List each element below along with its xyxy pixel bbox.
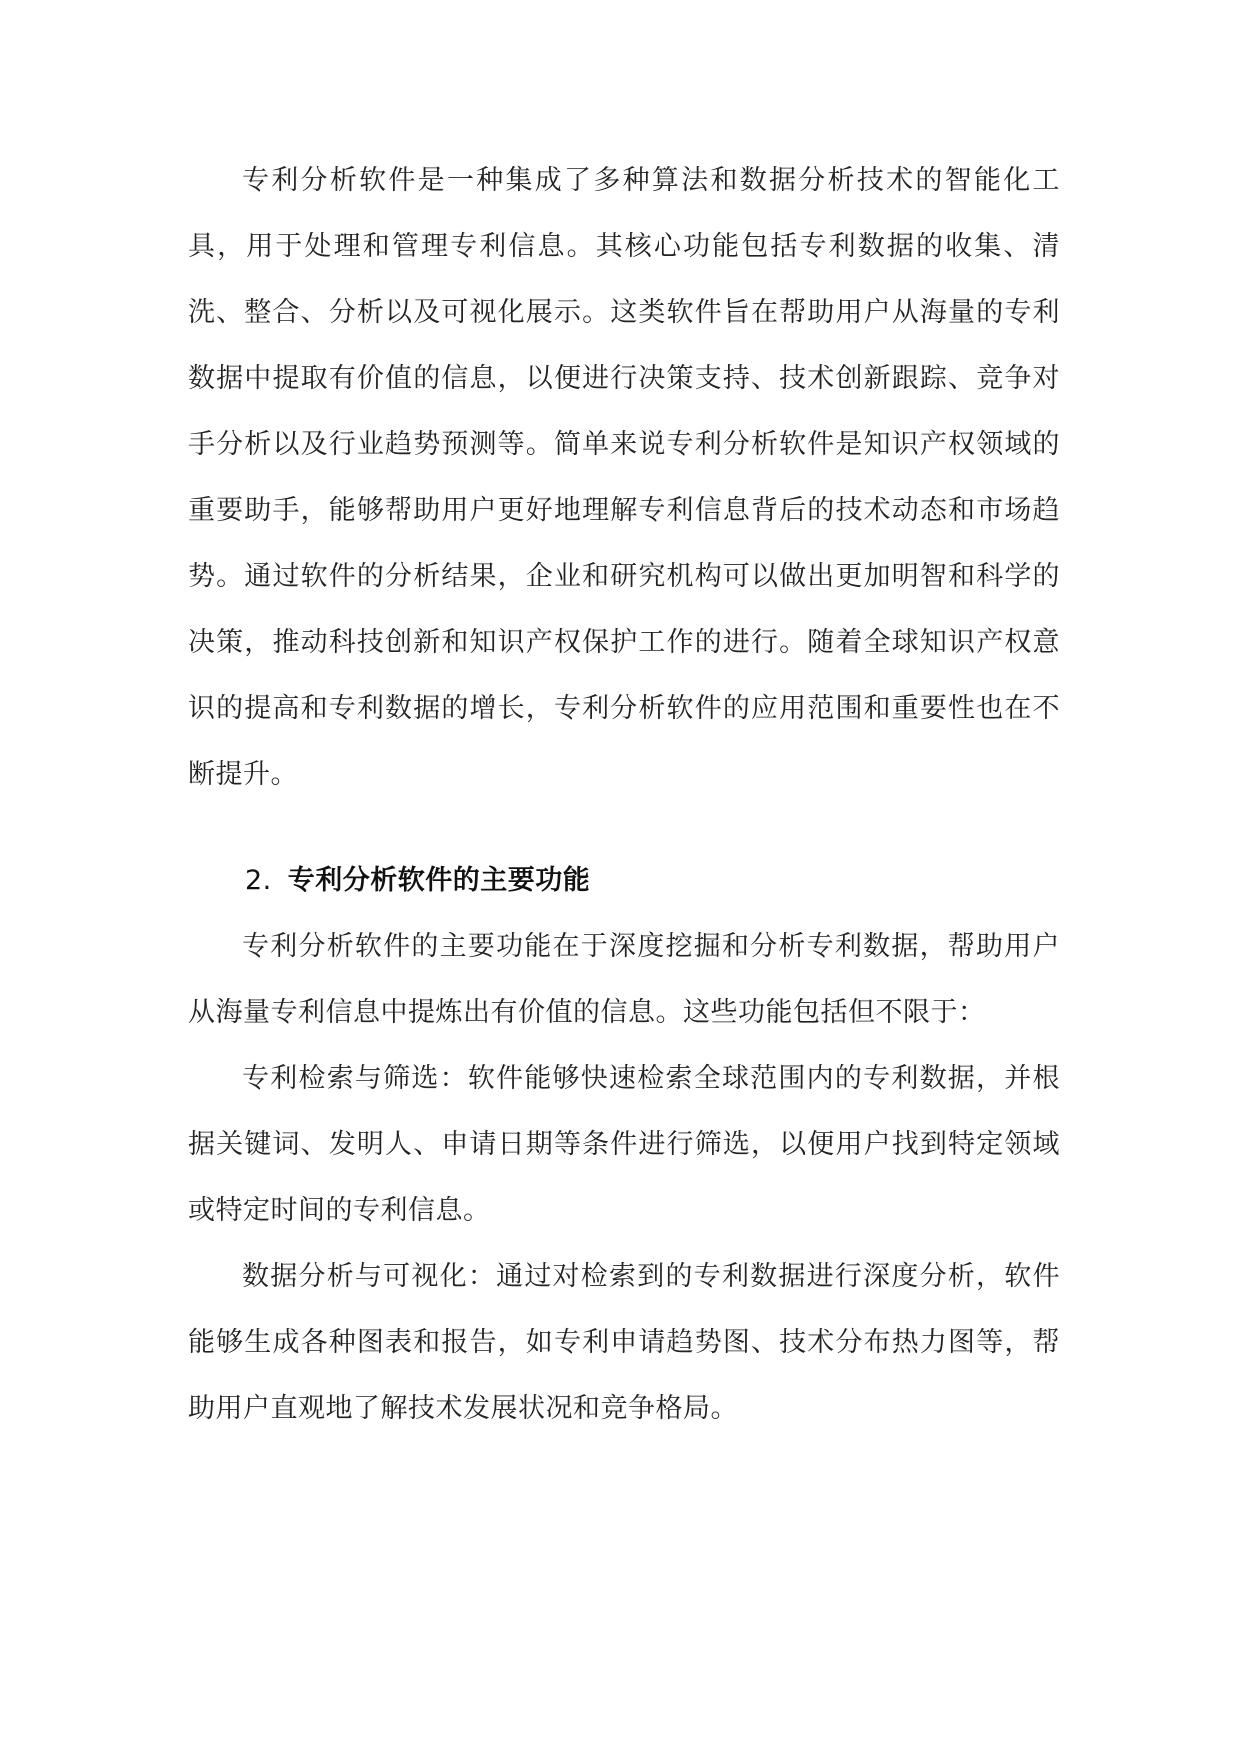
body-paragraph: 专利检索与筛选：软件能够快速检索全球范围内的专利数据，并根据关键词、发明人、申请日期等条件进行筛选，以便用户找到特定领域或特定时间的专利信息。 [188, 1063, 1060, 1226]
section-title: 专利分析软件的主要功能 [287, 865, 591, 896]
body-paragraph: 数据分析与可视化：通过对检索到的专利数据进行深度分析，软件能够生成各种图表和报告，如专利申请趋势图、技术分布热力图等，帮助用户直观地了解技术发展状况和竞争格局。 [188, 1261, 1060, 1424]
section-heading [188, 848, 1060, 914]
section-number: 2. [245, 865, 272, 896]
document-body [188, 148, 1060, 1442]
body-paragraph: 专利分析软件的主要功能在于深度挖掘和分析专利数据，帮助用户从海量专利信息中提炼出有价值的信息。这些功能包括但不限于： [188, 931, 1060, 1028]
intro-paragraph: 专利分析软件是一种集成了多种算法和数据分析技术的智能化工具，用于处理和管理专利信息。其核心功能包括专利数据的收集、清洗、整合、分析以及可视化展示。这类软件旨在帮助用户从海量的专利数据中提取有价值的信息，以便进行决策支持、技术创新跟踪、竞争对手分析以及行业趋势预测等。简单来说专利分析软件是知识产权领域的重要助手，能够帮助用户更好地理解专利信息背后的技术动态和市场趋势。通过软件的分析结果，企业和研究机构可以做出更加明智和科学的决策，推动科技创新和知识产权保护工作的进行。随着全球知识产权意识的提高和专利数据的增长，专利分析软件的应用范围和重要性也在不断提升。 [188, 165, 1060, 790]
